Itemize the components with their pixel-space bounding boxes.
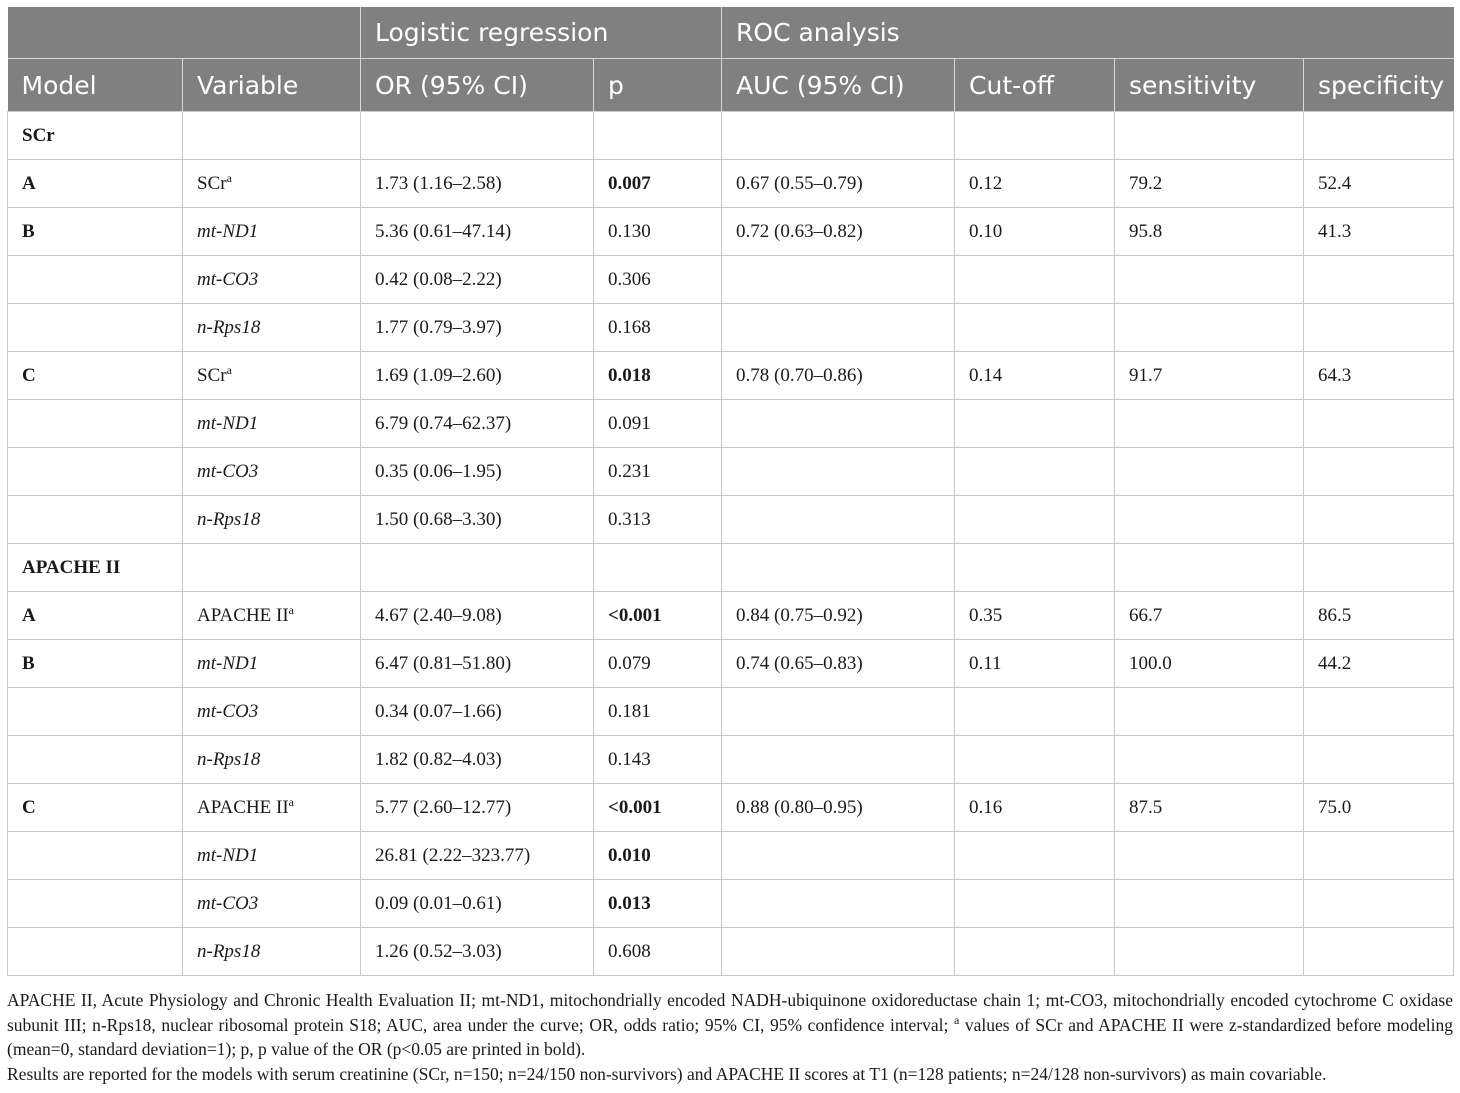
cutoff-cell — [955, 928, 1115, 976]
table-row — [8, 688, 1454, 736]
model-cell: B — [8, 640, 183, 688]
specificity-cell — [1304, 496, 1454, 544]
table-row — [8, 880, 1454, 928]
p-value-cell: 0.313 — [594, 496, 722, 544]
empty-cell — [1304, 112, 1454, 160]
table-header — [8, 7, 1454, 112]
table-row — [8, 304, 1454, 352]
sensitivity-cell — [1115, 496, 1304, 544]
model-cell: A — [8, 592, 183, 640]
auc-cell — [722, 400, 955, 448]
or-cell: 5.36 (0.61–47.14) — [361, 208, 594, 256]
header-group-logistic: Logistic regression — [361, 7, 722, 59]
auc-cell: 0.74 (0.65–0.83) — [722, 640, 955, 688]
p-value-cell: 0.231 — [594, 448, 722, 496]
sensitivity-cell: 87.5 — [1115, 784, 1304, 832]
cutoff-cell — [955, 496, 1115, 544]
variable-cell — [183, 496, 361, 544]
cutoff-cell — [955, 400, 1115, 448]
specificity-cell — [1304, 880, 1454, 928]
auc-cell — [722, 448, 955, 496]
sensitivity-cell — [1115, 256, 1304, 304]
or-cell: 4.67 (2.40–9.08) — [361, 592, 594, 640]
empty-cell — [955, 112, 1115, 160]
header-group-row — [8, 7, 1454, 59]
or-cell: 1.77 (0.79–3.97) — [361, 304, 594, 352]
sensitivity-cell — [1115, 928, 1304, 976]
variable-footnote-marker: a — [288, 794, 294, 809]
model-cell — [8, 736, 183, 784]
p-value-cell: 0.130 — [594, 208, 722, 256]
header-column-row — [8, 59, 1454, 112]
model-cell: C — [8, 784, 183, 832]
specificity-cell — [1304, 448, 1454, 496]
variable-cell — [183, 160, 361, 208]
model-cell — [8, 304, 183, 352]
variable-name: APACHE II — [197, 604, 289, 626]
cutoff-cell: 0.35 — [955, 592, 1115, 640]
cutoff-cell: 0.10 — [955, 208, 1115, 256]
sensitivity-cell: 100.0 — [1115, 640, 1304, 688]
auc-cell — [722, 880, 955, 928]
footnote-abbrev-text: APACHE II, Acute Physiology and Chronic Health Evaluation II; mt-ND1, mitochondrially encoded NADH-ubiquinone oxidoreductase chain 1; mt-CO3, mitochondrially encoded cytochrome C oxidase subunit III; n-Rps18, nuclear ribosomal protein S18; AUC, area under the curve; OR, odds ratio; 95% CI, 95% confidence interval; — [7, 990, 1453, 1035]
p-value-cell: <0.001 — [594, 784, 722, 832]
cutoff-cell: 0.14 — [955, 352, 1115, 400]
table-row — [8, 256, 1454, 304]
table-row — [8, 160, 1454, 208]
col-header-auc: AUC (95% CI) — [722, 59, 955, 112]
model-cell — [8, 688, 183, 736]
auc-cell: 0.84 (0.75–0.92) — [722, 592, 955, 640]
variable-name: mt-CO3 — [197, 700, 259, 722]
auc-cell — [722, 688, 955, 736]
variable-name: APACHE II — [197, 796, 289, 818]
col-header-model: Model — [8, 59, 183, 112]
section-title: SCr — [8, 112, 183, 160]
p-value-cell: 0.608 — [594, 928, 722, 976]
table-row — [8, 928, 1454, 976]
footnote-abbreviations — [7, 988, 1453, 1062]
empty-cell — [1115, 112, 1304, 160]
p-value-cell: 0.306 — [594, 256, 722, 304]
cutoff-cell — [955, 880, 1115, 928]
sensitivity-cell — [1115, 688, 1304, 736]
variable-cell — [183, 928, 361, 976]
variable-name: mt-CO3 — [197, 892, 259, 914]
variable-cell — [183, 880, 361, 928]
variable-name: mt-CO3 — [197, 460, 259, 482]
specificity-cell — [1304, 256, 1454, 304]
empty-cell — [1304, 544, 1454, 592]
table-row — [8, 352, 1454, 400]
variable-footnote-marker: a — [226, 170, 232, 185]
auc-cell — [722, 832, 955, 880]
sensitivity-cell — [1115, 400, 1304, 448]
results-table — [7, 7, 1454, 976]
cutoff-cell — [955, 256, 1115, 304]
table-row — [8, 496, 1454, 544]
empty-cell — [361, 112, 594, 160]
variable-cell — [183, 208, 361, 256]
p-value-cell: <0.001 — [594, 592, 722, 640]
variable-cell — [183, 448, 361, 496]
sensitivity-cell: 91.7 — [1115, 352, 1304, 400]
results-table-container — [7, 7, 1453, 976]
col-header-specificity: specificity — [1304, 59, 1454, 112]
section-title: APACHE II — [8, 544, 183, 592]
specificity-cell — [1304, 400, 1454, 448]
empty-cell — [722, 544, 955, 592]
variable-name: n-Rps18 — [197, 316, 261, 338]
p-value-cell: 0.007 — [594, 160, 722, 208]
auc-cell — [722, 304, 955, 352]
table-row — [8, 208, 1454, 256]
variable-cell — [183, 256, 361, 304]
variable-cell — [183, 784, 361, 832]
or-cell: 0.35 (0.06–1.95) — [361, 448, 594, 496]
col-header-or: OR (95% CI) — [361, 59, 594, 112]
sensitivity-cell — [1115, 880, 1304, 928]
specificity-cell: 44.2 — [1304, 640, 1454, 688]
or-cell: 1.69 (1.09–2.60) — [361, 352, 594, 400]
variable-cell — [183, 352, 361, 400]
variable-name: mt-ND1 — [197, 220, 259, 242]
p-value-cell: 0.143 — [594, 736, 722, 784]
sensitivity-cell — [1115, 448, 1304, 496]
table-row — [8, 640, 1454, 688]
p-value-cell: 0.013 — [594, 880, 722, 928]
table-row — [8, 784, 1454, 832]
empty-cell — [183, 544, 361, 592]
or-cell: 1.82 (0.82–4.03) — [361, 736, 594, 784]
variable-name: n-Rps18 — [197, 748, 261, 770]
empty-cell — [1115, 544, 1304, 592]
model-cell: C — [8, 352, 183, 400]
model-cell — [8, 928, 183, 976]
sensitivity-cell — [1115, 304, 1304, 352]
variable-cell — [183, 592, 361, 640]
p-value-cell: 0.168 — [594, 304, 722, 352]
or-cell: 1.50 (0.68–3.30) — [361, 496, 594, 544]
model-cell — [8, 448, 183, 496]
variable-footnote-marker: a — [288, 602, 294, 617]
p-value-cell: 0.091 — [594, 400, 722, 448]
variable-cell — [183, 736, 361, 784]
cutoff-cell: 0.16 — [955, 784, 1115, 832]
col-header-cutoff: Cut-off — [955, 59, 1115, 112]
specificity-cell: 64.3 — [1304, 352, 1454, 400]
cutoff-cell — [955, 448, 1115, 496]
specificity-cell — [1304, 304, 1454, 352]
variable-name: mt-ND1 — [197, 652, 259, 674]
table-footnotes — [7, 988, 1453, 1086]
cutoff-cell: 0.11 — [955, 640, 1115, 688]
auc-cell — [722, 928, 955, 976]
table-row — [8, 448, 1454, 496]
footnote-models: Results are reported for the models with serum creatinine (SCr, n=150; n=24/150 non-survivors) and APACHE II scores at T1 (n=128 patients; n=24/128 non-survivors) as main covariable. — [7, 1063, 1327, 1084]
footnote-marker: a — [953, 1012, 960, 1027]
auc-cell — [722, 256, 955, 304]
cutoff-cell — [955, 688, 1115, 736]
variable-name: mt-ND1 — [197, 412, 259, 434]
empty-cell — [722, 112, 955, 160]
specificity-cell — [1304, 736, 1454, 784]
variable-name: SCr — [197, 364, 227, 386]
cutoff-cell: 0.12 — [955, 160, 1115, 208]
model-cell: B — [8, 208, 183, 256]
auc-cell: 0.88 (0.80–0.95) — [722, 784, 955, 832]
p-value-cell: 0.018 — [594, 352, 722, 400]
header-group-roc: ROC analysis — [722, 7, 1454, 59]
empty-cell — [594, 544, 722, 592]
table-body — [8, 112, 1454, 976]
sensitivity-cell — [1115, 832, 1304, 880]
empty-cell — [594, 112, 722, 160]
auc-cell: 0.67 (0.55–0.79) — [722, 160, 955, 208]
variable-name: SCr — [197, 172, 227, 194]
variable-name: mt-CO3 — [197, 268, 259, 290]
specificity-cell: 41.3 — [1304, 208, 1454, 256]
specificity-cell — [1304, 928, 1454, 976]
or-cell: 0.34 (0.07–1.66) — [361, 688, 594, 736]
empty-cell — [955, 544, 1115, 592]
empty-cell — [361, 544, 594, 592]
p-value-cell: 0.181 — [594, 688, 722, 736]
model-cell — [8, 880, 183, 928]
cutoff-cell — [955, 832, 1115, 880]
variable-cell — [183, 304, 361, 352]
variable-cell — [183, 400, 361, 448]
sensitivity-cell: 95.8 — [1115, 208, 1304, 256]
footnote-standardization-text: values of SCr and APACHE II were z-standardized before modeling (mean=0, standard deviation=1); p, p value of the OR (p<0.05 are printed in bold). — [7, 1014, 1454, 1059]
or-cell: 6.47 (0.81–51.80) — [361, 640, 594, 688]
variable-name: n-Rps18 — [197, 940, 261, 962]
or-cell: 1.73 (1.16–2.58) — [361, 160, 594, 208]
or-cell: 5.77 (2.60–12.77) — [361, 784, 594, 832]
auc-cell: 0.78 (0.70–0.86) — [722, 352, 955, 400]
model-cell: A — [8, 160, 183, 208]
auc-cell — [722, 736, 955, 784]
specificity-cell — [1304, 832, 1454, 880]
or-cell: 1.26 (0.52–3.03) — [361, 928, 594, 976]
section-row — [8, 112, 1454, 160]
variable-cell — [183, 640, 361, 688]
table-row — [8, 736, 1454, 784]
or-cell: 0.09 (0.01–0.61) — [361, 880, 594, 928]
sensitivity-cell — [1115, 736, 1304, 784]
specificity-cell: 86.5 — [1304, 592, 1454, 640]
sensitivity-cell: 66.7 — [1115, 592, 1304, 640]
specificity-cell: 75.0 — [1304, 784, 1454, 832]
variable-name: mt-ND1 — [197, 844, 259, 866]
section-row — [8, 544, 1454, 592]
cutoff-cell — [955, 736, 1115, 784]
p-value-cell: 0.010 — [594, 832, 722, 880]
or-cell: 0.42 (0.08–2.22) — [361, 256, 594, 304]
variable-cell — [183, 688, 361, 736]
model-cell — [8, 496, 183, 544]
table-row — [8, 592, 1454, 640]
table-row — [8, 832, 1454, 880]
variable-cell — [183, 832, 361, 880]
empty-cell — [183, 112, 361, 160]
variable-name: n-Rps18 — [197, 508, 261, 530]
p-value-cell: 0.079 — [594, 640, 722, 688]
or-cell: 26.81 (2.22–323.77) — [361, 832, 594, 880]
model-cell — [8, 832, 183, 880]
sensitivity-cell: 79.2 — [1115, 160, 1304, 208]
model-cell — [8, 400, 183, 448]
or-cell: 6.79 (0.74–62.37) — [361, 400, 594, 448]
table-row — [8, 400, 1454, 448]
auc-cell — [722, 496, 955, 544]
specificity-cell — [1304, 688, 1454, 736]
model-cell — [8, 256, 183, 304]
col-header-p: p — [594, 59, 722, 112]
col-header-variable: Variable — [183, 59, 361, 112]
header-blank — [8, 7, 361, 59]
col-header-sensitivity: sensitivity — [1115, 59, 1304, 112]
specificity-cell: 52.4 — [1304, 160, 1454, 208]
variable-footnote-marker: a — [226, 362, 232, 377]
auc-cell: 0.72 (0.63–0.82) — [722, 208, 955, 256]
cutoff-cell — [955, 304, 1115, 352]
